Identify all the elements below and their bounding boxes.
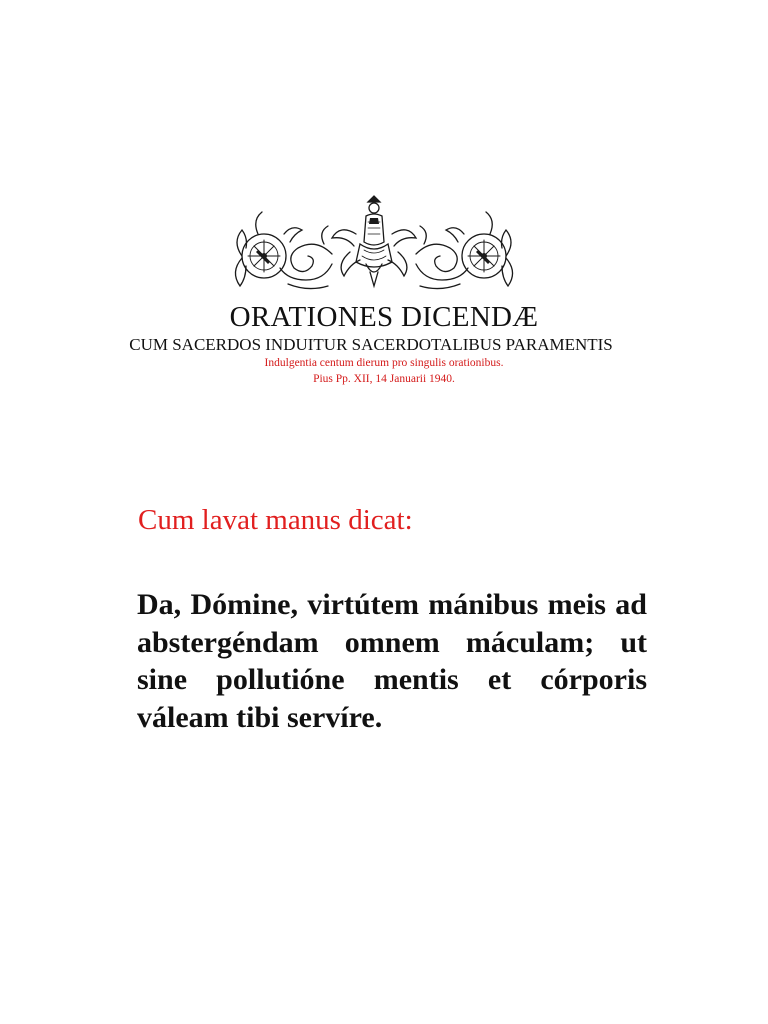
indulgence-note: Indulgentia centum dierum pro singulis orationibus. <box>264 357 504 369</box>
prayer-text: Da, Dómine, virtútem mánibus meis ad abstergéndam omnem máculam; ut sine pollutióne mentis et córporis váleam tibi servíre. <box>137 588 647 734</box>
papal-citation: Pius Pp. XII, 14 Januarii 1940. <box>313 373 455 385</box>
rubric-instruction: Cum lavat manus dicat: <box>138 504 413 536</box>
page-subtitle: CUM SACERDOS INDUITUR SACERDOTALIBUS PARAMENTIS <box>129 335 613 354</box>
page-title: ORATIONES DICENDÆ <box>229 301 539 333</box>
decorative-ornament <box>228 194 520 298</box>
